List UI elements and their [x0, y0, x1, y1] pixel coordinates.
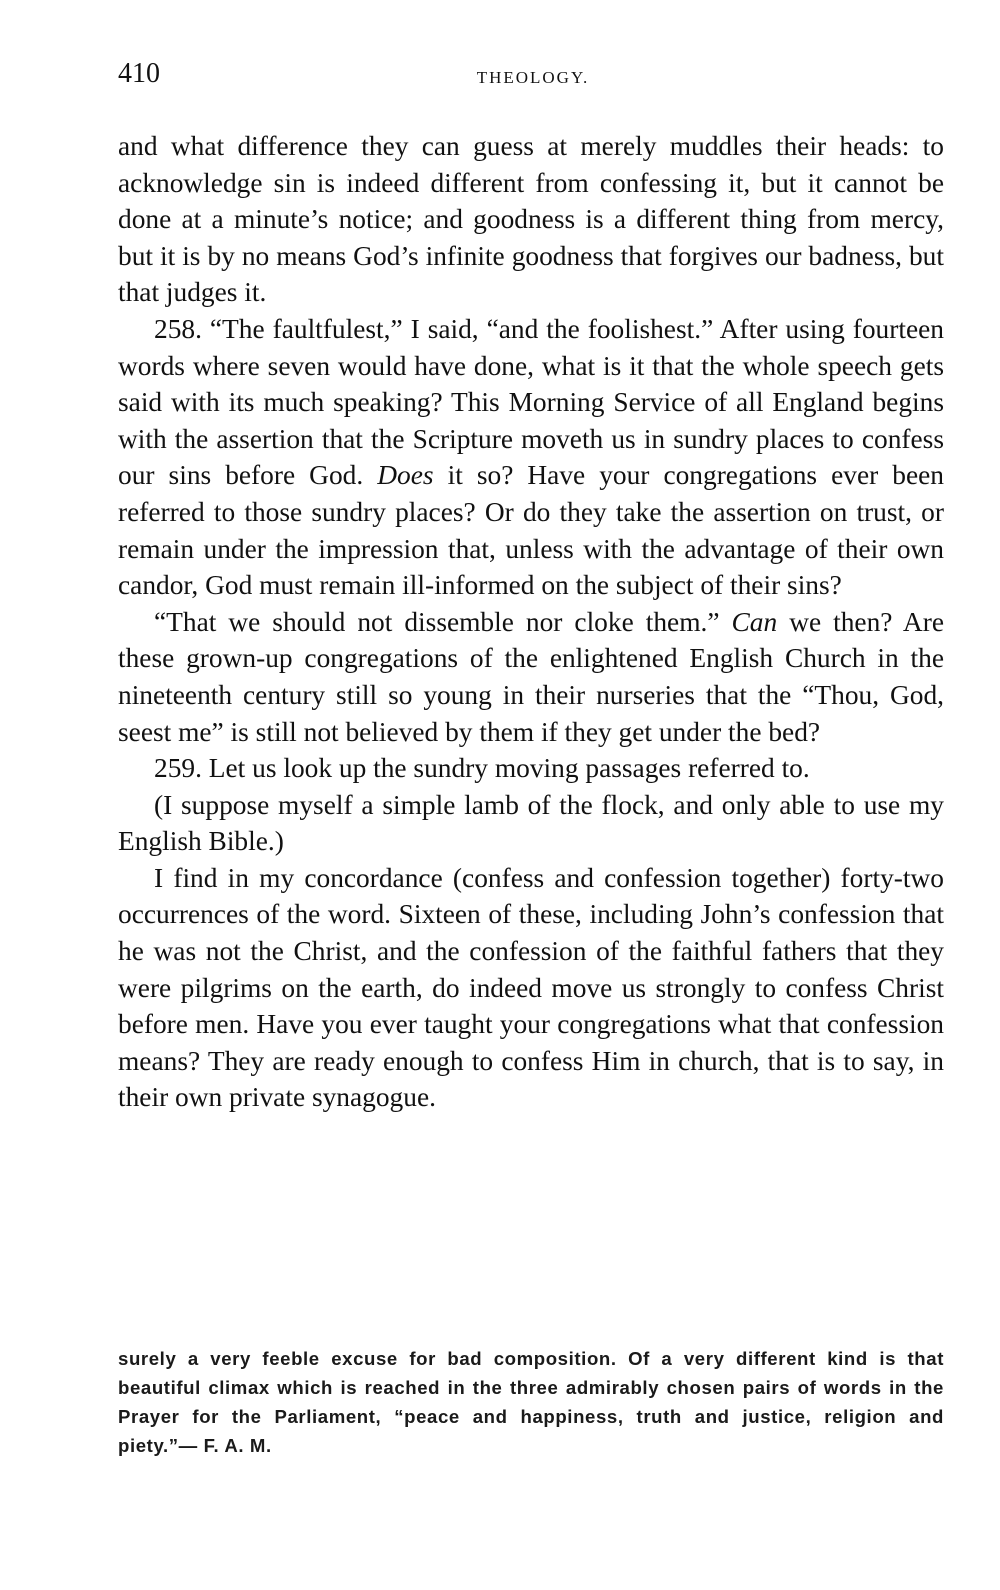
- body-text: [118, 128, 944, 1116]
- paragraph: [118, 860, 944, 1116]
- footnote: surely a very feeble excuse for bad composition. Of a very different kind is that beautiful climax which is reached in the three admirably chosen pairs of words in the Prayer for the Parliament, “peace and happiness, truth and justice, religion and piety.”— F. A. M.: [118, 1348, 944, 1456]
- paragraph: [118, 128, 944, 311]
- page-header: [118, 58, 948, 98]
- paragraph: [118, 750, 944, 787]
- italic-text: Does: [377, 460, 434, 491]
- text-run: we then? Are these grown-up congregations of the enlightened English Church in the nineteenth century still so young in their nurseries that the “Thou, God, seest me” is still not believed by them if they get under the bed?: [118, 606, 944, 747]
- text-run: “That we should not dissemble nor cloke them.”: [154, 606, 732, 637]
- text-run: (I suppose myself a simple lamb of the flock, and only able to use my English Bible.): [118, 789, 944, 857]
- paragraph: [118, 311, 944, 604]
- text-run: 258. “The faultfulest,” I said, “and the foolishest.” After using fourteen words where seven would have done, what is it that the whole speech gets said with its much speaking? This Morning Service of all England begins with the assertion that the Scripture moveth us in sundry places to confess our sins before God.: [118, 313, 944, 491]
- page-number: 410: [118, 58, 160, 89]
- text-run: I find in my concordance (confess and confession together) forty-two occurrences of the word. Sixteen of these, including John’s confession that he was not the Christ, and the confession of the faithful fathers that they were pilgrims on the earth, do indeed move us strongly to confess Christ before men. Have you ever taught your congregations what that confession means? They are ready enough to confess Him in church, that is to say, in their own private synagogue.: [118, 862, 944, 1113]
- italic-text: Can: [731, 606, 778, 637]
- text-run: 259. Let us look up the sundry moving passages referred to.: [154, 753, 810, 784]
- text-run: it so? Have your congregations ever been referred to those sundry places? Or do they take the assertion on trust, or remain under the impression that, unless with the advantage of their own candor, God must remain ill-informed on the subject of their sins?: [118, 460, 944, 601]
- text-run: and what difference they can guess at merely muddles their heads: to acknowledge sin is indeed different from confessing it, but it cannot be done at a minute’s notice; and goodness is a different thing from mercy, but it is by no means God’s infinite goodness that forgives our badness, but that judges it.: [118, 131, 944, 308]
- paragraph: [118, 787, 944, 860]
- running-title: THEOLOGY.: [476, 68, 590, 87]
- paragraph: [118, 604, 944, 750]
